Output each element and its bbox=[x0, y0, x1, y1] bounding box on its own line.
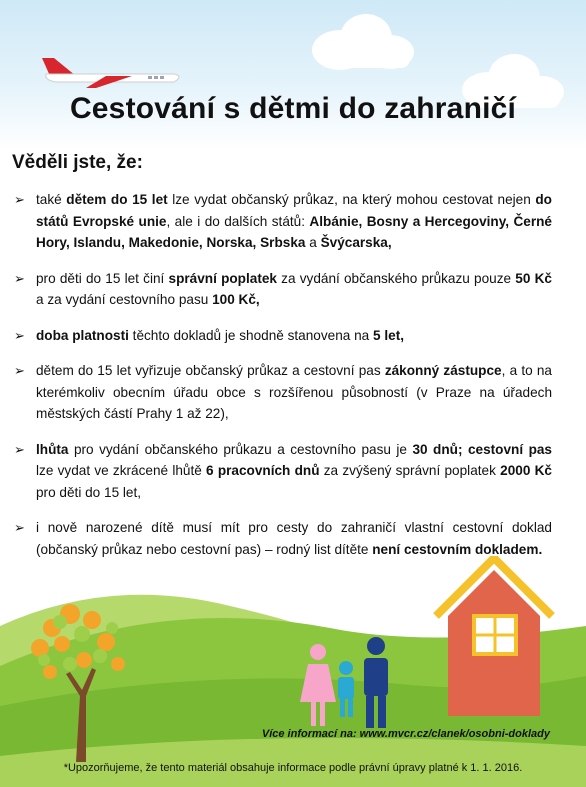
text-run: , ale i do dalších států: bbox=[166, 213, 310, 229]
cloud-icon bbox=[300, 10, 420, 72]
bold-text: 50 Kč bbox=[515, 270, 552, 286]
arrow-bullet-icon: ➢ bbox=[14, 327, 25, 343]
bold-text: 100 Kč, bbox=[212, 292, 260, 307]
list-item bbox=[10, 439, 552, 504]
bold-text: Švýcarska, bbox=[320, 235, 392, 250]
text-run: pro vydání občanského průkazu a cestovního pasu je bbox=[68, 441, 413, 457]
list-item bbox=[10, 517, 552, 560]
info-list bbox=[10, 189, 552, 560]
bold-text: 30 dnů; cestovní pas bbox=[412, 441, 552, 457]
bold-text: doba platnosti bbox=[36, 327, 129, 343]
text-run: dětem do 15 let vyřizuje občanský průkaz a cestovní pas bbox=[36, 363, 385, 378]
text-run: za zvýšený správní poplatek bbox=[319, 463, 501, 478]
list-item bbox=[10, 360, 552, 425]
text-run: i nově narozené dítě musí mít pro cesty do zahraničí vlastní cestovní doklad (občanský průkaz nebo cestovní pas) – rodný list dítěte bbox=[36, 520, 552, 557]
arrow-bullet-icon: ➢ bbox=[14, 270, 25, 286]
airplane-icon bbox=[36, 54, 186, 94]
bold-text: dětem do 15 let bbox=[66, 192, 168, 207]
list-item bbox=[10, 189, 552, 254]
text-run: , a to na kterémkoliv obecním úřadu obce s rozšířenou působností (v Praze na úřadech městských částí Prahy 1 až 22), bbox=[36, 363, 552, 421]
page-title: Cestování s dětmi do zahraničí bbox=[69, 92, 517, 125]
arrow-bullet-icon: ➢ bbox=[14, 520, 25, 535]
arrow-bullet-icon: ➢ bbox=[14, 441, 25, 457]
bold-text: 2000 Kč bbox=[500, 463, 552, 478]
text-run: pro děti do 15 let, bbox=[36, 484, 142, 500]
bold-text: 6 pracovních dnů bbox=[206, 463, 320, 478]
text-run: také bbox=[36, 192, 67, 207]
bold-text: 5 let, bbox=[373, 327, 404, 343]
text-run: za vydání občanského průkazu pouze bbox=[276, 270, 516, 286]
text-run: lze vydat ve zkrácené lhůtě bbox=[36, 463, 207, 478]
bold-text: lhůta bbox=[36, 441, 69, 457]
text-run: lze vydat občanský průkaz, na který mohou cestovat nejen bbox=[167, 192, 536, 207]
bold-text: Albánie, Bosny a Hercegoviny, Černé Hory, Islandu, Makedonie, Norska, Srbska bbox=[36, 213, 552, 250]
bold-text: zákonný zástupce bbox=[384, 363, 502, 378]
list-item bbox=[10, 325, 552, 347]
text-run: pro děti do 15 let činí bbox=[36, 270, 169, 286]
landscape-illustration bbox=[0, 556, 586, 787]
arrow-bullet-icon: ➢ bbox=[14, 192, 25, 207]
bold-text: správní poplatek bbox=[168, 270, 277, 286]
bold-text: není cestovním dokladem. bbox=[372, 541, 543, 557]
text-run: a bbox=[305, 235, 321, 250]
text-run: těchto dokladů je shodně stanovena na bbox=[128, 327, 374, 343]
more-info-link[interactable]: Více informací na: www.mvcr.cz/clanek/osobni-doklady bbox=[261, 728, 550, 740]
footnote: *Upozorňujeme, že tento materiál obsahuje informace podle právní úpravy platné k 1. 1. 2016. bbox=[63, 762, 523, 774]
house-icon bbox=[436, 558, 552, 716]
list-item bbox=[10, 268, 552, 311]
arrow-bullet-icon: ➢ bbox=[14, 363, 25, 378]
bold-text: do států Evropské unie bbox=[36, 192, 552, 229]
text-run: a za vydání cestovního pasu bbox=[36, 292, 213, 307]
section-subtitle: Věděli jste, že: bbox=[12, 152, 143, 173]
